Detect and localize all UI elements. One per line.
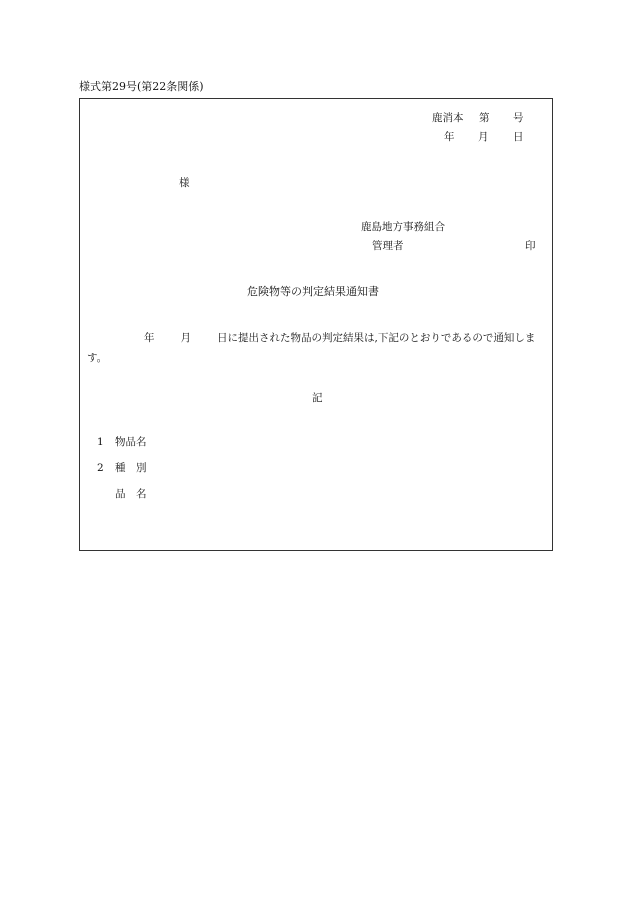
item-number: 2 (97, 462, 104, 474)
item-label: 品 名 (115, 488, 147, 500)
body-year-label: 年 (144, 332, 155, 344)
date-month-label: 月 (478, 131, 489, 143)
body-month-label: 月 (180, 332, 191, 344)
date-year-label: 年 (444, 131, 455, 143)
sender-organization: 鹿島地方事務組合 (361, 221, 445, 233)
date-day-label: 日 (513, 131, 524, 143)
addressee-sama: 様 (179, 177, 190, 189)
document-frame (79, 98, 553, 551)
notice-body (87, 328, 549, 368)
body-text: 日に提出された物品の判定結果は,下記のとおりであるので通知します。 (87, 332, 536, 364)
doc-number-dai: 第 (479, 112, 490, 124)
doc-number-prefix: 鹿消本 (432, 112, 464, 124)
item-label: 種 別 (115, 462, 147, 474)
doc-number-go: 号 (513, 112, 524, 124)
sender-title: 管理者 (372, 240, 404, 252)
seal-mark: 印 (525, 240, 536, 252)
document-title: 危険物等の判定結果通知書 (247, 285, 379, 298)
item-number: 1 (97, 436, 104, 448)
ki-heading: 記 (312, 392, 323, 404)
form-number-label: 様式第29号(第22条関係) (79, 80, 204, 93)
item-label: 物品名 (115, 436, 147, 448)
